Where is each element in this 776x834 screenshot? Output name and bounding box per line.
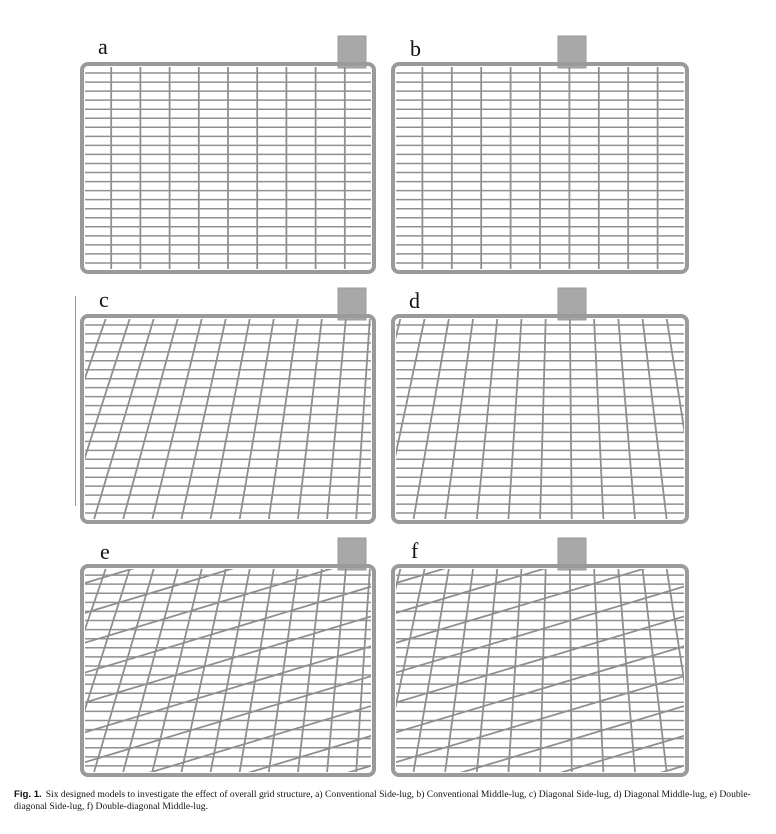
diagonal-wire bbox=[0, 316, 59, 522]
diagonal-wire bbox=[508, 316, 521, 522]
diagonal-wire bbox=[64, 566, 131, 775]
diagonal-wire bbox=[739, 316, 776, 522]
diagonal-wire bbox=[298, 566, 323, 775]
diagonal-wire bbox=[414, 566, 418, 775]
diagonal-wire bbox=[540, 566, 546, 775]
diagonal-wire bbox=[327, 316, 346, 522]
diagonal-wire bbox=[414, 316, 418, 522]
diagonal-wire bbox=[64, 316, 131, 522]
cross-diagonal-wire bbox=[82, 765, 374, 790]
diagonal-wire bbox=[152, 566, 203, 775]
diagonal-wire bbox=[618, 316, 635, 522]
diagonal-wire bbox=[122, 316, 178, 522]
cross-diagonal-wire bbox=[82, 556, 374, 644]
diagonal-wire bbox=[508, 566, 521, 775]
diagonal-wire bbox=[35, 566, 107, 775]
scan-edge-line bbox=[75, 296, 76, 506]
diagonal-wire bbox=[268, 316, 298, 522]
diagonal-wire bbox=[181, 566, 227, 775]
caption-text: Six designed models to investigate the effect of overall grid structure, a) Conventional Side-lug, b) Conventional Middle-lug, c) Diagonal Side-lug, d) Diagonal Middle-lug, e) Double-diagonal Side-lug, f) Double-diagonal Middle-lug. bbox=[14, 789, 751, 812]
caption-label: Fig. 1. bbox=[14, 789, 42, 800]
diagonal-wire bbox=[594, 316, 604, 522]
panel-label-a: a bbox=[98, 34, 108, 59]
grid-wires-a bbox=[82, 64, 374, 272]
diagonal-wire bbox=[715, 316, 763, 522]
diagonal-wire bbox=[540, 316, 546, 522]
diagonal-wire bbox=[298, 316, 323, 522]
diagonal-wire bbox=[152, 316, 203, 522]
grid-panel-c bbox=[0, 288, 444, 522]
diagonal-wire bbox=[0, 566, 59, 775]
panel-label-e: e bbox=[100, 539, 110, 564]
diagonal-wire bbox=[268, 566, 298, 775]
diagonal-wire bbox=[642, 316, 667, 522]
grid-wires-d bbox=[286, 316, 776, 522]
diagonal-wire bbox=[35, 316, 107, 522]
grid-panel-a bbox=[82, 36, 374, 272]
diagonal-wire bbox=[476, 566, 497, 775]
diagonal-wire bbox=[445, 316, 474, 522]
diagonal-wire bbox=[356, 316, 370, 522]
diagonal-wire bbox=[122, 566, 178, 775]
diagonal-wire bbox=[666, 316, 698, 522]
diagonal-wire bbox=[93, 316, 154, 522]
panel-label-c: c bbox=[99, 287, 109, 312]
diagonal-wire bbox=[666, 566, 698, 775]
diagonal-wire bbox=[6, 566, 83, 775]
cross-diagonal-wire bbox=[82, 616, 374, 704]
diagonal-wire bbox=[570, 316, 572, 522]
panel-label-f: f bbox=[411, 538, 419, 563]
diagonal-wire bbox=[690, 316, 730, 522]
diagonal-wire bbox=[181, 316, 227, 522]
grid-wires-c bbox=[0, 316, 444, 522]
diagonal-wire bbox=[570, 566, 572, 775]
panel-label-b: b bbox=[410, 36, 421, 61]
diagonal-wire bbox=[690, 566, 730, 775]
diagonal-wire bbox=[618, 566, 635, 775]
cross-diagonal-wire bbox=[82, 765, 374, 790]
diagonal-wire bbox=[715, 566, 763, 775]
cross-diagonal-wire bbox=[82, 675, 374, 763]
grid-panel-b bbox=[393, 36, 687, 272]
diagonal-wire bbox=[356, 566, 370, 775]
figure-caption bbox=[14, 789, 766, 813]
diagonal-wire bbox=[642, 566, 667, 775]
grid-wires-b bbox=[393, 64, 687, 272]
cross-diagonal-wire bbox=[82, 526, 374, 614]
diagonal-wire bbox=[739, 566, 776, 775]
panel-label-d: d bbox=[409, 288, 420, 313]
diagonal-wire bbox=[6, 316, 83, 522]
diagonal-wire bbox=[476, 316, 497, 522]
cross-diagonal-wire bbox=[393, 616, 687, 704]
